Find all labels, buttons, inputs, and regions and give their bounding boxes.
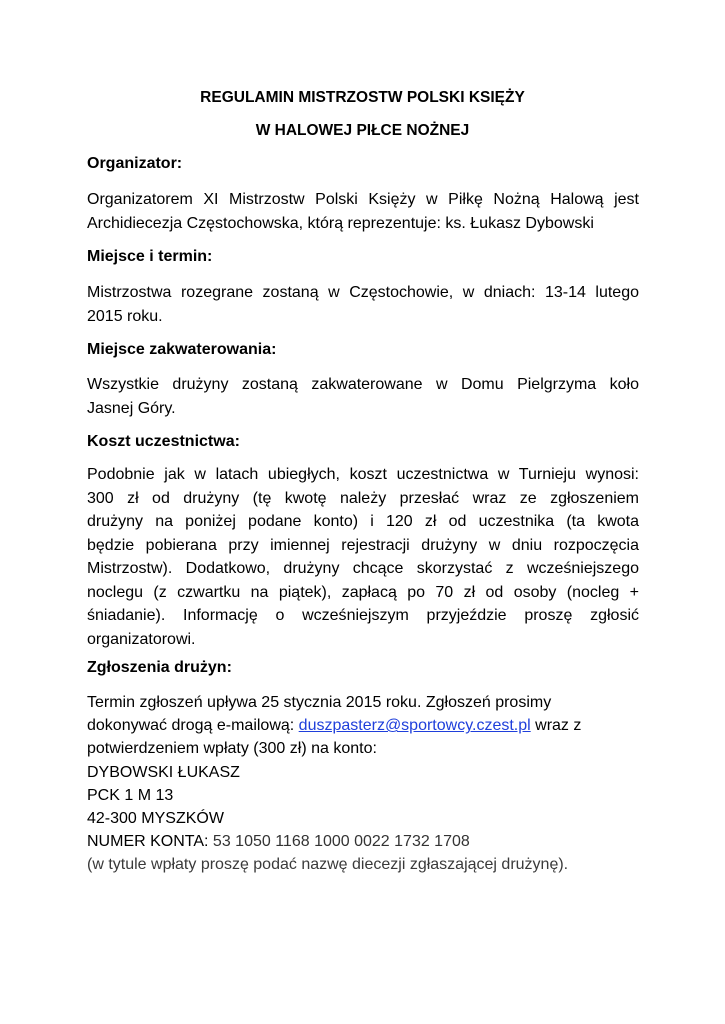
email-link[interactable]: duszpasterz@sportowcy.czest.pl [298, 717, 531, 735]
cost-heading: Koszt uczestnictwa: [87, 433, 240, 450]
cost-line: 300 zł od drużyny (tę kwotę należy przesłać wraz ze zgłoszeniem [87, 489, 639, 507]
cost-line: śniadanie). Informację o wcześniejszym przyjeździe proszę zgłosić [87, 607, 639, 624]
payment-note: (w tytule wpłaty proszę podać nazwę diecezji zgłaszającej drużynę). [87, 856, 569, 874]
place-line: Mistrzostwa rozegrane zostaną w Częstochowie, w dniach: 13-14 lutego [87, 284, 639, 301]
accommodation-paragraph [87, 373, 639, 420]
cost-line: będzie pobierana przy imiennej rejestracji drużyny w dniu rozpoczęcia [87, 536, 639, 554]
organizer-line: Archidiecezja Częstochowska, którą reprezentuje: ks. Łukasz Dybowski [87, 214, 594, 232]
accommodation-line: Jasnej Góry. [87, 399, 176, 417]
organizer-line: Organizatorem XI Mistrzostw Polski Księży w Piłkę Nożną Halową jest [87, 191, 639, 208]
account-label: NUMER KONTA: [87, 833, 209, 851]
registration-line: Termin zgłoszeń upływa 25 stycznia 2015 roku. Zgłoszeń prosimy [87, 694, 552, 711]
registration-line: potwierdzeniem wpłaty (300 zł) na konto: [87, 740, 377, 758]
cost-line: organizatorowi. [87, 630, 196, 648]
registration-heading: Zgłoszenia drużyn: [87, 659, 232, 676]
cost-paragraph [87, 463, 639, 651]
registration-line-suffix: wraz z [530, 717, 582, 735]
cost-line: noclegu (z czwartku na piątek), zapłacą po 70 zł od osoby (nocleg + [87, 583, 639, 601]
place-paragraph [87, 281, 639, 328]
account-number: 53 1050 1168 1000 0022 1732 1708 [208, 833, 470, 851]
address-line: 42-300 MYSZKÓW [87, 810, 224, 828]
place-line: 2015 roku. [87, 307, 163, 325]
organizer-paragraph [87, 188, 639, 235]
organizer-heading: Organizator: [87, 155, 183, 172]
registration-paragraph [87, 691, 647, 877]
accommodation-heading: Miejsce zakwaterowania: [87, 341, 277, 358]
document-title-line2: W HALOWEJ PIŁCE NOŻNEJ [255, 122, 470, 139]
registration-line [87, 714, 647, 737]
cost-line: drużyny na poniżej podane konto) i 120 zł od uczestnika (ta kwota [87, 513, 639, 530]
cost-line: Podobnie jak w latach ubiegłych, koszt uczestnictwa w Turnieju wynosi: [87, 466, 639, 483]
accommodation-line: Wszystkie drużyny zostaną zakwaterowane w Domu Pielgrzyma koło [87, 376, 639, 393]
place-heading: Miejsce i termin: [87, 248, 213, 265]
cost-line: Mistrzostw). Dodatkowo, drużyny chcące skorzystać z wcześniejszego [87, 560, 639, 577]
account-number-line [87, 830, 647, 853]
address-line: PCK 1 M 13 [87, 786, 174, 804]
registration-line-prefix: dokonywać drogą e-mailową: [87, 717, 299, 735]
document-title-line1: REGULAMIN MISTRZOSTW POLSKI KSIĘŻY [200, 89, 525, 106]
account-holder-name: DYBOWSKI ŁUKASZ [87, 763, 240, 781]
